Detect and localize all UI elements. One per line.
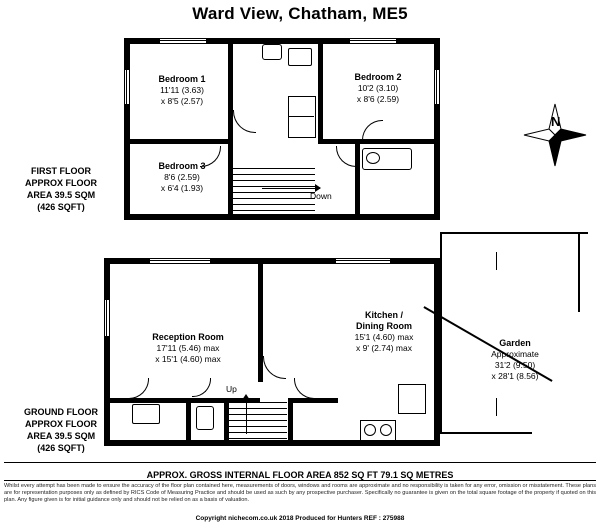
room-label-bedroom-1 [136,74,228,107]
garden-divider-b [496,398,497,416]
first-floor-wall-right [434,38,440,220]
window-right-line [436,70,437,104]
room-dim-1: 8'6 (2.59) [164,172,200,182]
room-dim-1: 17'11 (5.46) max [156,343,220,353]
room-dim-1: 31'2 (9.50) [494,360,536,370]
door-hall-front [128,378,149,399]
first-floor-wall-bottom [124,214,440,220]
stair-step-ground [229,414,287,415]
room-name: Kitchen / [364,310,403,320]
wc-fixture-ground [196,406,214,430]
stair-step-ground [229,402,287,403]
room-name: Reception Room [152,332,224,342]
room-dim-2: x 15'1 (4.60) max [155,354,221,364]
oven-fixture [398,384,426,414]
stair-step [233,192,315,193]
room-dim-1: 10'2 (3.10) [357,83,399,93]
cupboard-hatch-a [288,96,314,97]
garden-outline-right [578,232,580,312]
room-dim-2: x 9' (2.74) max [356,343,412,353]
room-label-bedroom-2 [328,72,428,105]
garden-outline-bottom [440,432,532,434]
room-dim-1: 11'11 (3.63) [160,85,204,95]
room-label-garden [460,338,570,382]
wc-fixture [262,44,282,60]
room-label-bedroom-3 [136,161,228,194]
room-name: Bedroom 1 [158,74,206,84]
wall-reception-right [258,264,263,382]
room-name: Bedroom 2 [354,72,402,82]
window-kitchen-line [336,260,390,261]
room-sub: Approximate [491,349,539,359]
wall-hall-bottom [110,398,188,403]
door-bedroom1 [233,110,256,133]
stair-step-ground [229,426,287,427]
room-label-kitchen-dining [330,310,438,354]
room-dim-2: x 6'4 (1.93) [160,183,204,193]
cupboard-box [288,96,316,138]
room-dim-2: x 28'1 (8.56) [491,371,539,381]
stair-arrow-line [262,188,320,189]
room-dim-2: x 8'6 (2.59) [356,94,400,104]
cupboard-hatch-b [288,116,314,117]
page-title: Ward View, Chatham, ME5 [192,4,408,23]
stair-step [233,180,315,181]
room-dim-2: x 8'5 (2.57) [160,96,204,106]
wall-kitchen-top [292,398,338,403]
summary-line: AREA 39.5 SQM [26,190,96,200]
sink-fixture [132,404,160,424]
garden-outline-top [440,232,588,234]
summary-line: FIRST FLOOR [31,166,91,176]
stair-label-up: Up [226,384,237,394]
stair-step-ground [229,420,287,421]
room-dim-1: 15'1 (4.60) max [354,332,414,342]
wall-landing-top [130,139,233,144]
summary-line: GROUND FLOOR [24,407,98,417]
summary-line: (426 SQFT) [37,443,85,453]
summary-line: AREA 39.5 SQM [26,431,96,441]
footer-divider-bottom [4,480,596,481]
basin-fixture [288,48,312,66]
window-bed1-line [160,40,206,41]
stair-step-ground [229,432,287,433]
wall-hall-divider [186,398,191,446]
stair-step-ground [229,408,287,409]
wall-bed2-left [318,44,323,144]
stair-step [233,210,315,211]
first-floor-wall-left [124,38,130,220]
room-name-2: Dining Room [356,321,412,331]
window-reception-line [150,260,210,261]
window-left-line [126,70,127,104]
disclaimer-text: Whilst every attempt has been made to ensure the accuracy of the floor plan contained here, measurements of doors, windows and rooms are approximate and no responsibility is taken for any error, omission or misstatement. These plans are for representation purposes only as defined by RICS Code of Measuring Practice and should be used as such by any prospective purchaser. Specifically no guarantee is given on the total square footage of the property if quoted on this plan. Any figure given is for initial guidance only and should not be relied on as a basis of valuation. [4,483,596,503]
basin2-fixture [366,152,380,164]
stair-up-arrow-line [246,400,247,434]
summary-line: APPROX FLOOR [24,178,97,188]
hob-ring [380,424,392,436]
window-bed2-line [350,40,396,41]
hob-ring [364,424,376,436]
svg-text:N: N [551,114,561,129]
compass-rose [520,100,590,170]
door-bedroom2 [362,120,383,141]
ground-floor-summary [8,406,114,454]
footer-divider-top [4,462,596,463]
wall-kitchen-left [288,398,293,446]
door-bathroom [336,146,357,167]
wall-bed1-right [228,44,233,139]
window-left-ground-line [106,300,107,336]
door-kitchen [294,378,315,399]
stair-step [233,168,315,169]
first-floor-summary [8,165,114,213]
room-name: Garden [499,338,531,348]
stair-step [233,174,315,175]
room-name: Bedroom 3 [158,161,206,171]
gross-area-text: APPROX. GROSS INTERNAL FLOOR AREA 852 SQ FT 79.1 SQ METRES [146,470,454,480]
garden-divider-a [496,252,497,270]
garden-left-edge [440,232,442,432]
door-wc [192,378,211,397]
stair-step [233,186,315,187]
stair-label-down: Down [310,191,332,201]
stair-step [233,204,315,205]
door-reception [263,356,286,379]
summary-line: APPROX FLOOR [24,419,97,429]
summary-line: (426 SQFT) [37,202,85,212]
copyright-text: Copyright nichecom.co.uk 2018 Produced for Hunters REF : 275988 [195,515,405,522]
room-label-reception-room [122,332,254,365]
stair-step-ground [229,438,287,439]
stair-step [233,198,315,199]
